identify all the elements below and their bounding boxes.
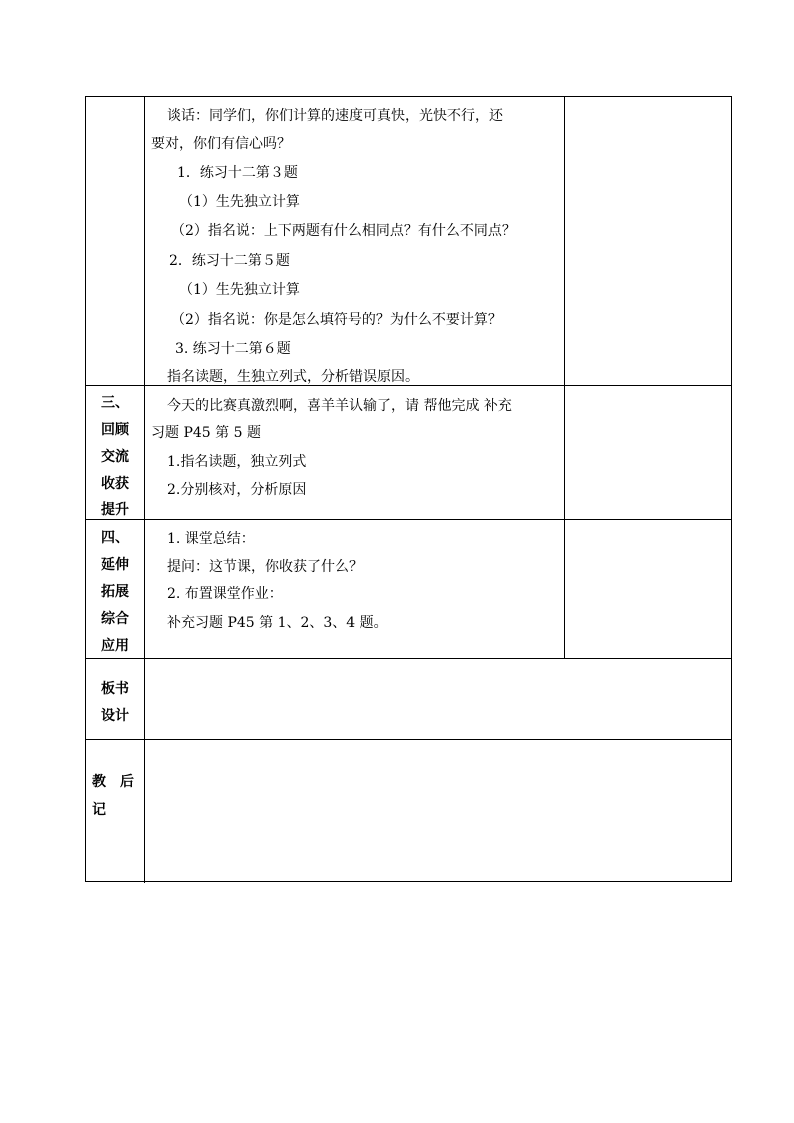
- content-line: 2．练习十二第５题: [169, 253, 290, 269]
- row-label-line: 拓展: [101, 584, 129, 600]
- row-label-cell: [86, 97, 145, 385]
- content-line: 1．练习十二第３题: [177, 165, 298, 181]
- row-label-line: 延伸: [101, 557, 129, 573]
- row-content-cell: [145, 520, 565, 658]
- content-line: （2）指名说：上下两题有什么相同点？有什么不同点？: [171, 223, 516, 239]
- row-label-line: 四、: [101, 530, 129, 546]
- content-line: （1）生先独立计算: [179, 282, 300, 298]
- table-row: [86, 520, 731, 659]
- content-line: 3. 练习十二第６题: [175, 341, 291, 357]
- content-line: 2. 布置课堂作业：: [167, 586, 283, 602]
- table-row: [86, 740, 731, 883]
- table-row: [86, 659, 731, 740]
- content-line: 提问：这节课，你收获了什么？: [167, 559, 363, 575]
- content-line: 要对，你们有信心吗？: [151, 136, 291, 152]
- content-line: 1.指名读题，独立列式: [167, 454, 307, 470]
- row-label-line: 收获: [101, 476, 129, 492]
- row-content-cell: [145, 97, 565, 385]
- row-content-cell: [145, 659, 731, 739]
- lesson-plan-table: [85, 96, 732, 882]
- row-label-line: 教 后: [92, 774, 134, 790]
- table-row: [86, 97, 731, 386]
- row-notes-cell: [565, 97, 731, 385]
- content-line: 谈话：同学们，你们计算的速度可真快，光快不行，还: [167, 108, 503, 124]
- row-label-cell: [86, 740, 145, 883]
- row-notes-cell: [565, 520, 731, 658]
- row-label-line: 记: [92, 802, 106, 818]
- content-line: 指名读题，生独立列式，分析错误原因。: [167, 369, 419, 385]
- row-label-line: 应用: [101, 638, 129, 654]
- content-line: （1）生先独立计算: [179, 194, 300, 210]
- table-row: [86, 386, 731, 520]
- row-label-cell: [86, 386, 145, 519]
- content-line: 1. 课堂总结：: [167, 531, 255, 547]
- row-notes-cell: [565, 386, 731, 519]
- row-label-line: 综合: [101, 611, 129, 627]
- content-line: 今天的比赛真激烈啊，喜羊羊认输了，请 帮他完成 补充: [167, 398, 512, 414]
- row-label-line: 三、: [101, 395, 129, 411]
- content-line: （2）指名说：你是怎么填符号的？为什么不要计算？: [171, 312, 502, 328]
- content-line: 习题 P45 第 5 题: [151, 425, 261, 441]
- row-label-line: 提升: [101, 502, 129, 518]
- row-label-line: 设计: [101, 708, 129, 724]
- row-content-cell: [145, 740, 731, 883]
- row-label-line: 回顾: [101, 422, 129, 438]
- content-line: 补充习题 P45 第 1、2、3、4 题。: [167, 615, 388, 631]
- row-label-cell: [86, 520, 145, 658]
- row-label-line: 板书: [101, 681, 129, 697]
- row-label-line: 交流: [101, 449, 129, 465]
- row-label-cell: [86, 659, 145, 739]
- content-line: 2.分别核对，分析原因: [167, 482, 307, 498]
- row-content-cell: [145, 386, 565, 519]
